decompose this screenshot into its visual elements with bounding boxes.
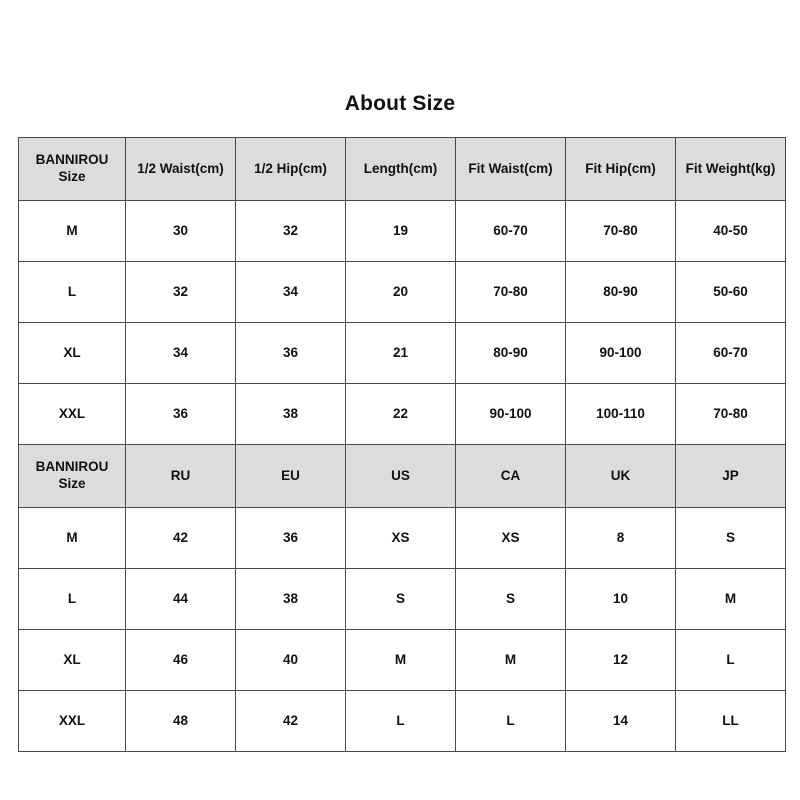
table-row: [19, 508, 786, 569]
cell-size: XXL: [19, 384, 126, 445]
header-cell-fit-hip: Fit Hip(cm): [566, 138, 676, 201]
cell-size: L: [19, 262, 126, 323]
cell-fit-weight: 70-80: [676, 384, 786, 445]
table-row: [19, 569, 786, 630]
table-row: [19, 323, 786, 384]
cell-jp: M: [676, 569, 786, 630]
header-cell-ru: RU: [126, 445, 236, 508]
cell-fit-weight: 50-60: [676, 262, 786, 323]
cell-size: L: [19, 569, 126, 630]
cell-fit-hip: 90-100: [566, 323, 676, 384]
cell-us: XS: [346, 508, 456, 569]
cell-us: S: [346, 569, 456, 630]
cell-size: M: [19, 508, 126, 569]
cell-jp: L: [676, 630, 786, 691]
cell-length: 20: [346, 262, 456, 323]
cell-length: 22: [346, 384, 456, 445]
conversion-header-row: [19, 445, 786, 508]
measurements-header-row: [19, 138, 786, 201]
cell-uk: 14: [566, 691, 676, 752]
cell-eu: 42: [236, 691, 346, 752]
page-title: About Size: [344, 92, 456, 115]
brand-size-label: Size: [58, 169, 86, 184]
cell-eu: 40: [236, 630, 346, 691]
cell-half-waist: 30: [126, 201, 236, 262]
cell-ru: 48: [126, 691, 236, 752]
cell-ru: 44: [126, 569, 236, 630]
cell-ru: 46: [126, 630, 236, 691]
header-cell-half-waist: 1/2 Waist(cm): [126, 138, 236, 201]
cell-fit-weight: 40-50: [676, 201, 786, 262]
cell-us: M: [346, 630, 456, 691]
cell-half-waist: 34: [126, 323, 236, 384]
table-row: [19, 384, 786, 445]
cell-size: XXL: [19, 691, 126, 752]
cell-ca: S: [456, 569, 566, 630]
cell-ca: L: [456, 691, 566, 752]
brand-name-label-2: BANNIROU: [35, 459, 109, 475]
cell-jp: S: [676, 508, 786, 569]
header-cell-ca: CA: [456, 445, 566, 508]
header-cell-jp: JP: [676, 445, 786, 508]
cell-half-hip: 36: [236, 323, 346, 384]
cell-jp: LL: [676, 691, 786, 752]
size-chart-tables: [18, 137, 785, 752]
cell-ru: 42: [126, 508, 236, 569]
cell-half-waist: 32: [126, 262, 236, 323]
cell-half-hip: 34: [236, 262, 346, 323]
header-cell-length: Length(cm): [346, 138, 456, 201]
cell-fit-hip: 100-110: [566, 384, 676, 445]
cell-eu: 38: [236, 569, 346, 630]
cell-fit-waist: 60-70: [456, 201, 566, 262]
brand-size-label-2: Size: [58, 476, 86, 491]
header-cell-brand-size-2: [19, 445, 126, 508]
cell-uk: 10: [566, 569, 676, 630]
cell-fit-waist: 70-80: [456, 262, 566, 323]
table-row: [19, 262, 786, 323]
cell-fit-waist: 90-100: [456, 384, 566, 445]
table-row: [19, 691, 786, 752]
table-row: [19, 201, 786, 262]
header-cell-uk: UK: [566, 445, 676, 508]
cell-length: 19: [346, 201, 456, 262]
header-cell-half-hip: 1/2 Hip(cm): [236, 138, 346, 201]
header-cell-brand-size: [19, 138, 126, 201]
cell-size: XL: [19, 323, 126, 384]
cell-us: L: [346, 691, 456, 752]
cell-ca: XS: [456, 508, 566, 569]
cell-half-hip: 38: [236, 384, 346, 445]
cell-uk: 8: [566, 508, 676, 569]
cell-fit-hip: 80-90: [566, 262, 676, 323]
cell-half-hip: 32: [236, 201, 346, 262]
brand-name-label: BANNIROU: [35, 152, 109, 168]
header-cell-us: US: [346, 445, 456, 508]
cell-uk: 12: [566, 630, 676, 691]
table-row: [19, 630, 786, 691]
cell-size: M: [19, 201, 126, 262]
header-cell-fit-waist: Fit Waist(cm): [456, 138, 566, 201]
cell-fit-waist: 80-90: [456, 323, 566, 384]
size-table: [18, 137, 786, 752]
cell-fit-hip: 70-80: [566, 201, 676, 262]
cell-eu: 36: [236, 508, 346, 569]
header-cell-eu: EU: [236, 445, 346, 508]
cell-fit-weight: 60-70: [676, 323, 786, 384]
cell-size: XL: [19, 630, 126, 691]
cell-ca: M: [456, 630, 566, 691]
header-cell-fit-weight: Fit Weight(kg): [676, 138, 786, 201]
cell-half-waist: 36: [126, 384, 236, 445]
cell-length: 21: [346, 323, 456, 384]
